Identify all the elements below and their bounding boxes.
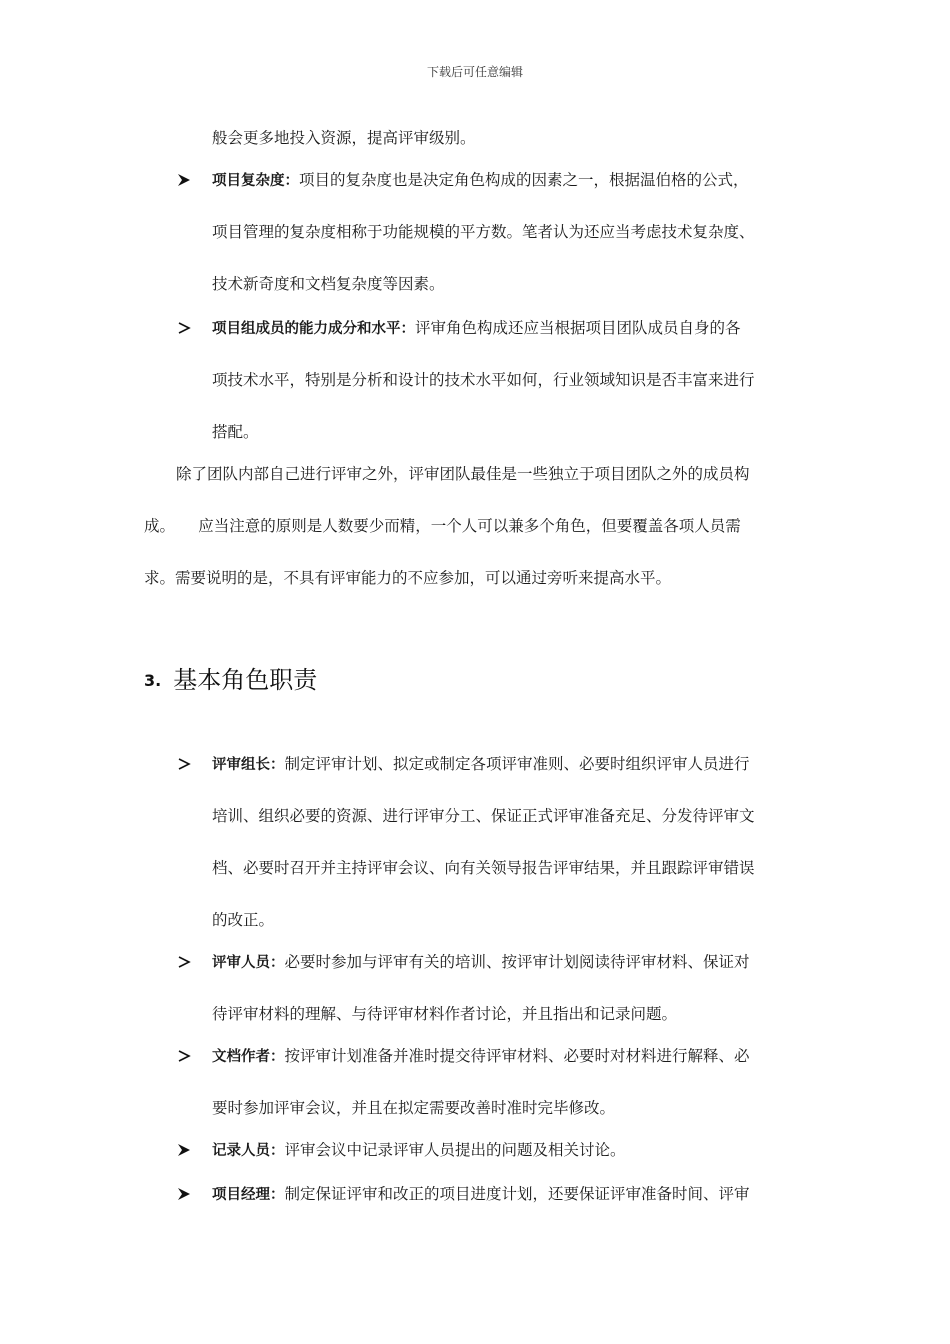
- term-label: 项目复杂度：: [212, 173, 299, 189]
- paragraph-line: 般会更多地投入资源，提高评审级别。: [212, 129, 476, 147]
- page-header: 下载后可任意编辑: [426, 65, 523, 79]
- term-label: 评审人员：: [212, 955, 285, 971]
- arrow-bullet-icon: [176, 756, 192, 772]
- section-heading: [144, 660, 317, 695]
- paragraph-line: 的改正。: [212, 911, 275, 929]
- section-title: 基本角色职责: [173, 666, 318, 694]
- term-description: 评审角色构成还应当根据项目团队成员自身的各: [415, 319, 741, 337]
- arrow-bullet-icon: [176, 320, 192, 336]
- role-item-recorder: [212, 1138, 626, 1163]
- role-item-author: [212, 1044, 750, 1069]
- bullet-item-member-ability: [212, 316, 741, 341]
- term-description: 必要时参加与评审有关的培训、按评审计划阅读待评审材料、保证对: [284, 953, 750, 971]
- paragraph-line: 成。 应当注意的原则是人数要少而精，一个人可以兼多个角色，但要覆盖各项人员需: [144, 517, 741, 535]
- term-description: 项目的复杂度也是决定角色构成的因素之一，根据温伯格的公式，: [299, 171, 749, 189]
- paragraph-line: 技术新奇度和文档复杂度等因素。: [212, 275, 445, 293]
- arrow-bullet-icon: [176, 1142, 192, 1158]
- term-label: 评审组长：: [212, 757, 285, 773]
- term-label: 项目经理：: [212, 1187, 285, 1203]
- term-description: 按评审计划准备并准时提交待评审材料、必要时对材料进行解释、必: [284, 1047, 750, 1065]
- paragraph-line: 要时参加评审会议，并且在拟定需要改善时准时完毕修改。: [212, 1099, 616, 1117]
- bullet-item-complexity: [212, 168, 749, 193]
- paragraph-line: 项目管理的复杂度相称于功能规模的平方数。笔者认为还应当考虑技术复杂度、: [212, 223, 755, 241]
- arrow-bullet-icon: [176, 1048, 192, 1064]
- paragraph-line: 待评审材料的理解、与待评审材料作者讨论，并且指出和记录问题。: [212, 1005, 678, 1023]
- paragraph-line: 档、必要时召开并主持评审会议、向有关领导报告评审结果，并且跟踪评审错误: [212, 859, 755, 877]
- role-item-review-leader: [212, 752, 750, 777]
- paragraph-line: 求。需要说明的是，不具有评审能力的不应参加，可以通过旁听来提高水平。: [144, 569, 672, 587]
- term-label: 文档作者：: [212, 1049, 285, 1065]
- term-label: 项目组成员的能力成分和水平：: [212, 321, 415, 337]
- role-item-project-manager: [212, 1182, 750, 1207]
- paragraph-line: 培训、组织必要的资源、进行评审分工、保证正式评审准备充足、分发待评审文: [212, 807, 755, 825]
- arrow-bullet-icon: [176, 954, 192, 970]
- term-description: 制定保证评审和改正的项目进度计划，还要保证评审准备时间、评审: [284, 1185, 750, 1203]
- term-description: 制定评审计划、拟定或制定各项评审准则、必要时组织评审人员进行: [284, 755, 750, 773]
- paragraph-line: 除了团队内部自己进行评审之外，评审团队最佳是一些独立于项目团队之外的成员构: [176, 465, 750, 483]
- section-number: 3.: [144, 671, 162, 690]
- arrow-bullet-icon: [176, 1186, 192, 1202]
- role-item-reviewer: [212, 950, 750, 975]
- paragraph-line: 搭配。: [212, 423, 259, 441]
- term-label: 记录人员：: [212, 1143, 285, 1159]
- term-description: 评审会议中记录评审人员提出的问题及相关讨论。: [284, 1141, 626, 1159]
- arrow-bullet-icon: [176, 172, 192, 188]
- paragraph-line: 项技术水平，特别是分析和设计的技术水平如何，行业领域知识是否丰富来进行: [212, 371, 755, 389]
